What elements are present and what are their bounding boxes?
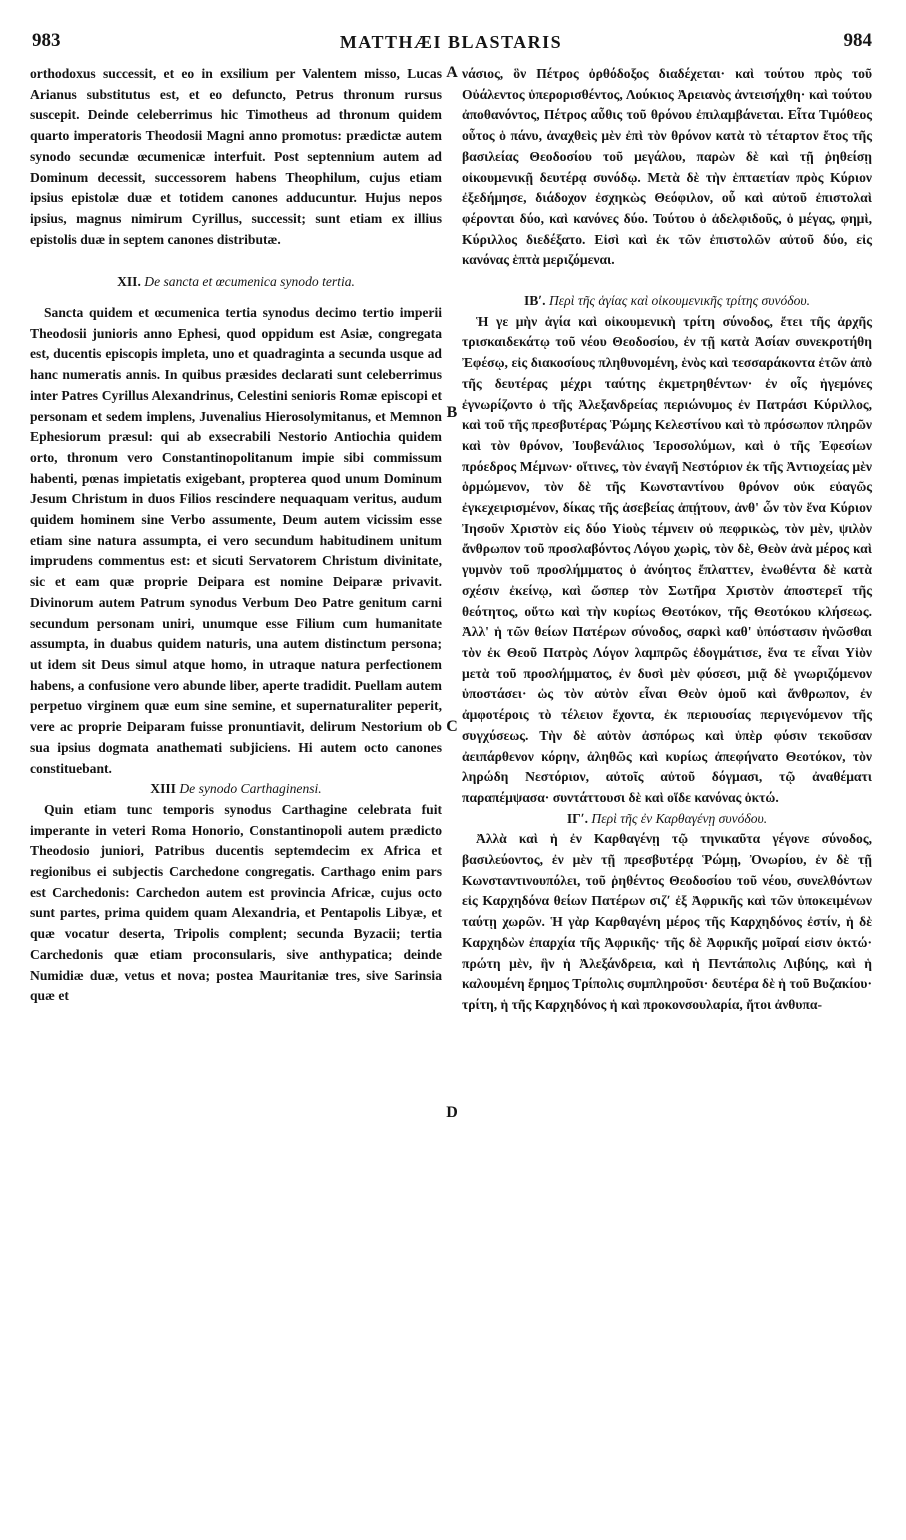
greek-paragraph-1: νάσιος, ὃν Πέτρος ὀρθόδοξος διαδέχεται· καὶ τούτου πρὸς τοῦ Οὐάλεντος ὑπερορισθέντος, Λούκιος Ἀρειανὸς ἀντεισήχθη· καὶ τούτου ἀποθανόντος, Πέτρος αὖθις τοῦ θρόνου ἐπιλαμβάνεται. Εἶτα Τιμόθεος οὗτος ὁ πάνυ, ἀναχθεὶς μὲν ἐπὶ τὸν θρόνον κατὰ τὸ τέταρτον ἔτος τῆς βασιλείας Θεοδοσίου τοῦ μεγάλου, παρὼν δὲ καὶ τῇ ῥηθείσῃ οἰκουμενικῇ δευτέρᾳ συνόδῳ. Μετὰ δὲ τὴν ἑπταετίαν πρὸς Κύριον ἐξεδήμησε, διάδοχον ἐσχηκὼς Θεόφιλον, οὗ καὶ αὐτοῦ ἐπιστολαὶ φέρονται δύο, καὶ κανόνες δύο. Τούτου ὁ ἀδελφιδοῦς, ὁ μέγας, φημὶ, Κύριλλος διεδέξατο. Εἰσὶ καὶ ἐκ τῶν ἐπιστολῶν αὐτοῦ δύο, εἰς κανόνας ἑπτὰ μεριζόμεναι.	[462, 66, 872, 268]
greek-column	[462, 64, 872, 1016]
greek-heading-12	[462, 291, 872, 312]
latin-paragraph-2: Sancta quidem et œcumenica tertia synodus decimo tertio imperii Theodosii junioris anno Ephesi, quod oppidum est Asiæ, congregata est, ducentis episcopis impleta, uno et quadraginta a secunda usque ad hanc numeratis annis. In quibus præsides declarati sunt celeberrimus inter Patres Cyrillus Alexandrinus, Celestini senioris Romæ episcopi et personam et sedem implens, Juvenalius Hierosolymitanus, et Memnon Ephesiorum præsul: qui ab exsecrabili Nestorio Antiochia quidem orto, thronum vero Constantinopolitanum impie sibi commissum habenti, pœnas impietatis exigebant, propterea quod unum Dominum Jesum Christum in duos Filios rescindere nequaquam veritus, audum quidem hominem sine Verbo assumente, Deum autem vicissim esse etiam sine natura assumpta, ei vero secundum habitudinem unitum imprudens commentus est: et sicuti Servatorem Christum divinitate, sic et eam quæ proprie Deipara est nomine Deiparæ privavit. Divinorum autem Patrum synodus Verbum Deo Patre genitum carni secundum personam uniri, unumque esse Filium cum humanitate assumpta, in duabus quidem naturis, una autem distinctum persona; ut idem sit Deus simul atque homo, in utraque natura perfectionem habens, a confusione vero abunde liber, aperte tradidit. Puellam autem perpetuo virginem quæ eum sine semine, et supernaturaliter peperit, vere ac proprie Deiparam fuisse pronuntiavit, delirum Nestorium ob sua ipsius dogmata anathemati subjiciens. Hi autem octo canones constituebant.	[30, 305, 442, 776]
greek-heading-12-title: Περὶ τῆς ἁγίας καὶ οἰκουμενικῆς τρίτης συνόδου.	[548, 293, 811, 309]
latin-heading-13-number: XIII	[150, 781, 176, 797]
margin-letter-a: A	[446, 64, 458, 81]
margin-letter-d: D	[446, 1104, 458, 1121]
latin-heading-12-number: XII.	[117, 274, 141, 290]
greek-paragraph-3: Ἀλλὰ καὶ ἡ ἐν Καρθαγένῃ τῷ τηνικαῦτα γέγονε σύνοδος, βασιλεύοντος, ἐν μὲν τῇ πρεσβυτέρᾳ Ῥώμῃ, Ὀνωρίου, ἐν δὲ τῇ Κωνσταντινουπόλει, τοῦ ῥηθέντος Θεοδοσίου τοῦ νέου, συνελθόντων εἰς Καρχηδόνα θείων Πατέρων σιζʹ ἐξ Ἀφρικῆς καὶ τῶν ὑποκειμένων ταύτῃ χωρῶν. Ἡ γὰρ Καρθαγένη μέρος τῆς Καρχηδόνος ἐστίν, ἡ δὲ Καρχηδὼν ἐπαρχία τῆς Ἀφρικῆς· τῆς δὲ Ἀφρικῆς μοῖραί εἰσιν ὀκτώ· πρώτη μὲν, ἣν ἡ Ἀλεξάνδρεια, καὶ ἡ Πεντάπολις Λιβύης, καὶ ἡ καλουμένη ἔρημος Τρίπολις συμπληροῦσι· δευτέρα δὲ ἡ τοῦ Βυζακίου· τρίτη, ἡ τῆς Καρχηδόνος ἡ καὶ προκονσουλαρία, ἤτοι ἀνθυπα-	[462, 831, 872, 1012]
greek-heading-13-title: Περὶ τῆς ἐν Καρθαγένῃ συνόδου.	[591, 810, 768, 826]
greek-heading-12-number: ΙΒʹ.	[523, 293, 546, 309]
running-header	[30, 30, 872, 60]
page-number-left: 983	[32, 30, 61, 51]
greek-paragraph-2: Ἡ γε μὴν ἁγία καὶ οἰκουμενικὴ τρίτη σύνοδος, ἔτει τῆς ἀρχῆς τρισκαιδεκάτῳ τοῦ νέου Θεοδοσίου, ἐν τῇ κατὰ Ἀσίαν συνεκροτήθη Ἐφέσῳ, εἰς διακοσίους πληθυνομένη, ἑνὸς καὶ τεσσαράκοντα ἐτῶν ἀπὸ τῆς δευτέρας μέχρι ταύτης ἐκμετρηθέντων· ἐν οἷς ἡγεμόνες ἐγνωρίζοντο ὁ τῆς Ἀλεξανδρείας περιώνυμος ἐν Πατράσι Κύριλλος, καὶ τοῦ τῆς πρεσβυτέρας Ῥώμης Κελεστίνου καὶ τὸ πρόσωπον πληρῶν καὶ τὸν θρόνον, Ἰουβενάλιος Ἱεροσολύμων, καὶ ὁ τῆς Ἐφεσίων πρόεδρος Μέμνων· οἵτινες, τὸν ἐναγῆ Νεστόριον ἐκ τῆς Ἀντιοχείας μὲν ὁρμώμενον, τὸν δὲ τῆς Κωνσταντίνου θρόνον οὐκ εὐαγῶς ἐγκεχειρισμένον, δίκας τῆς ἀσεβείας ἀπῄτουν, ἀνθ' ὧν τὸν ἕνα Κύριον Ἰησοῦν Χριστὸν εἰς δύο Υἱοὺς τέμνειν οὐ πεφρικὼς, τὸν μὲν, ψιλὸν ἄνθρωπον τοῦ προσλαβόντος Λόγου χωρὶς, τὸν δὲ, Θεὸν ἀνὰ μέρος καὶ γυμνὸν τοῦ προσλήμματος ὁ ἀνόητος ἔπλαττεν, ἑνωθέντα δὲ κατὰ σχέσιν ἐκείνῳ, καὶ ὥσπερ τὸν Σωτῆρα Χριστὸν ἀποστερεῖ τῆς θεότητος, οὕτω καὶ τὴν κυρίως Θεοτόκον, τῆς Θεοτόκου κλήσεως. Ἀλλ' ἡ τῶν θείων Πατέρων σύνοδος, σαρκὶ καθ' ὑπόστασιν ἡνῶσθαι τὸν ἐκ Θεοῦ Πατρὸς Λόγον λαμπρῶς ἐδογμάτισε, ἕνα τε εἶναι Υἱὸν μετὰ τοῦ προσλήμματος, ἐν δυσὶ μὲν φύσεσι, μιᾷ δὲ γνωριζόμενον ὑποστάσει· ὡς τὸν αὐτὸν εἶναι Θεὸν ὁμοῦ καὶ ἄνθρωπον, ἐν ἀμφοτέροις τὸ τέλειον ἔχοντα, ἐκ περιουσίας περιγενόμενον τῆς συγχύσεως. Τὴν δὲ αὐτὸν ἀσπόρως καὶ ὑπὲρ φύσιν τεκοῦσαν ἀειπάρθενον κόρην, ἀληθῶς καὶ κυρίως ἀπεφήνατο Θεοτόκον, τὸν ληρώδη Νεστόριον, αὐτοῖς αὐτοῦ δόγμασι, τῷ ἀναθέματι παραπέμψασα· συντάττουσι δὲ καὶ οἵδε κανόνας ὀκτώ.	[462, 313, 872, 805]
latin-heading-13-title: De synodo Carthaginensi.	[179, 781, 322, 797]
running-title: MATTHÆI BLASTARIS	[339, 32, 563, 52]
latin-paragraph-3: Quin etiam tunc temporis synodus Carthagine celebrata fuit imperante in veteri Roma Honorio, Constantinopoli autem prædicto Theodosio juniori, Patribus ducentis septemdecim ex Africa et regionibus ei subjectis Carchedone congregatis. Carthago enim pars est Carchedonis: Carchedon autem est provincia Africæ, cujus octo sunt partes, prima quidem quam Alexandria, et Pentapolis Libyæ, et quæ vocatur deserta, Tripolis complent; secunda Byzacii; tertia Carchedonis quæ etiam proconsularis, sive anthypatica; deinde Numidiæ duæ, vetus et nova; postea Mauritaniæ tres, sive Sarinsia quæ et	[30, 801, 442, 1004]
latin-paragraph-1: orthodoxus successit, et eo in exsilium per Valentem misso, Lucas Arianus substitutus est, et eo defuncto, Petrus thronum rursus suscepit. Deinde celeberrimus hic Timotheus ad thronum quidem quarto imperatoris Theodosii Magni anno promotus: prædictæ autem synodo secundæ œcumenicæ interfuit. Post septennium autem ad Dominum decessit, successorem habens Theophilum, cujus etiam ipsius epistolæ duæ et totidem canones adducuntur. Hujus nepos ipsius, magnus nimirum Cyrillus, successit; sunt etiam ex illius epistolis duæ in septem canones distributæ.	[30, 66, 442, 247]
page-number-right: 984	[843, 30, 872, 51]
latin-heading-12	[30, 272, 442, 293]
greek-heading-13	[462, 809, 872, 830]
margin-letter-b: B	[446, 404, 458, 421]
latin-heading-13	[30, 779, 442, 800]
greek-heading-13-number: ΙΓʹ.	[566, 810, 588, 826]
margin-letter-c: C	[446, 718, 458, 735]
latin-heading-12-title: De sancta et œcumenica synodo tertia.	[144, 274, 355, 290]
latin-column	[30, 64, 442, 1007]
